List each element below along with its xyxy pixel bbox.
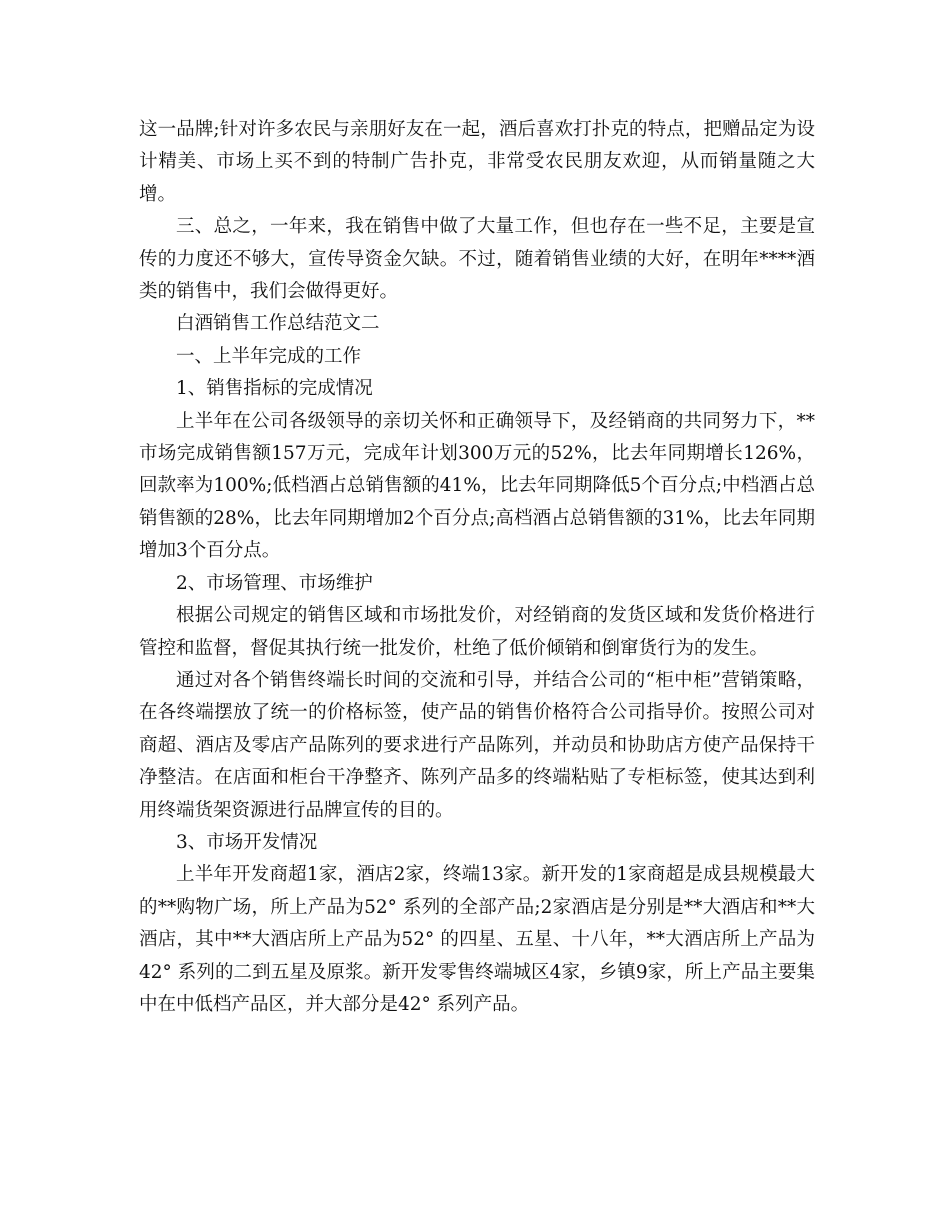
section-title: 白酒销售工作总结范文二 <box>176 313 380 335</box>
paragraph-market-management: 根据公司规定的销售区域和市场批发价，对经销商的发货区域和发货价格进行管控和监督，督促其执行统一批发价，杜绝了低价倾销和倒窜货行为的发生。 <box>139 605 815 659</box>
heading-market-management: 2、市场管理、市场维护 <box>176 572 373 594</box>
paragraph-market-development: 上半年开发商超1家，酒店2家，终端13家。新开发的1家商超是成县规模最大的**购物广场，所上产品为52° 系列的全部产品;2家酒店是分别是**大酒店和**大酒店，其中**大酒店所上产品为52° 的四星、五星、十八年，**大酒店所上产品为42° 系列的二到五星及原浆。新开发零售终端城区4家，乡镇9家，所上产品主要集中在中低档产品区，并大部分是42° 系列产品。 <box>139 864 815 1015</box>
paragraph-sales-targets: 上半年在公司各级领导的亲切关怀和正确领导下，及经销商的共同努力下，**市场完成销售额157万元，完成年计划300万元的52%，比去年同期增长126%，回款率为100%;低档酒占总销售额的41%，比去年同期降低5个百分点;中档酒占总销售额的28%，比去年同期增加2个百分点;高档酒占总销售额的31%，比去年同期增加3个百分点。 <box>139 410 815 562</box>
document-body <box>139 114 815 1021</box>
paragraph-summary: 三、总之，一年来，我在销售中做了大量工作，但也存在一些不足，主要是宣传的力度还不够大，宣传导资金欠缺。不过，随着销售业绩的大好，在明年****酒类的销售中，我们会做得更好。 <box>139 216 815 303</box>
heading-sales-targets: 1、销售指标的完成情况 <box>176 378 373 400</box>
paragraph-terminal-guidance: 通过对各个销售终端长时间的交流和引导，并结合公司的“柜中柜”营销策略，在各终端摆放了统一的价格标签，使产品的销售价格符合公司指导价。按照公司对商超、酒店及零店产品陈列的要求进行产品陈列，并动员和协助店方使产品保持干净整洁。在店面和柜台干净整齐、陈列产品多的终端粘贴了专柜标签，使其达到利用终端货架资源进行品牌宣传的目的。 <box>139 669 815 821</box>
heading-first-half-work: 一、上半年完成的工作 <box>176 345 362 367</box>
heading-market-development: 3、市场开发情况 <box>176 831 318 853</box>
paragraph-continuation: 这一品牌;针对许多农民与亲朋好友在一起，酒后喜欢打扑克的特点，把赠品定为设计精美、市场上买不到的特制广告扑克，非常受农民朋友欢迎，从而销量随之大增。 <box>139 119 815 205</box>
